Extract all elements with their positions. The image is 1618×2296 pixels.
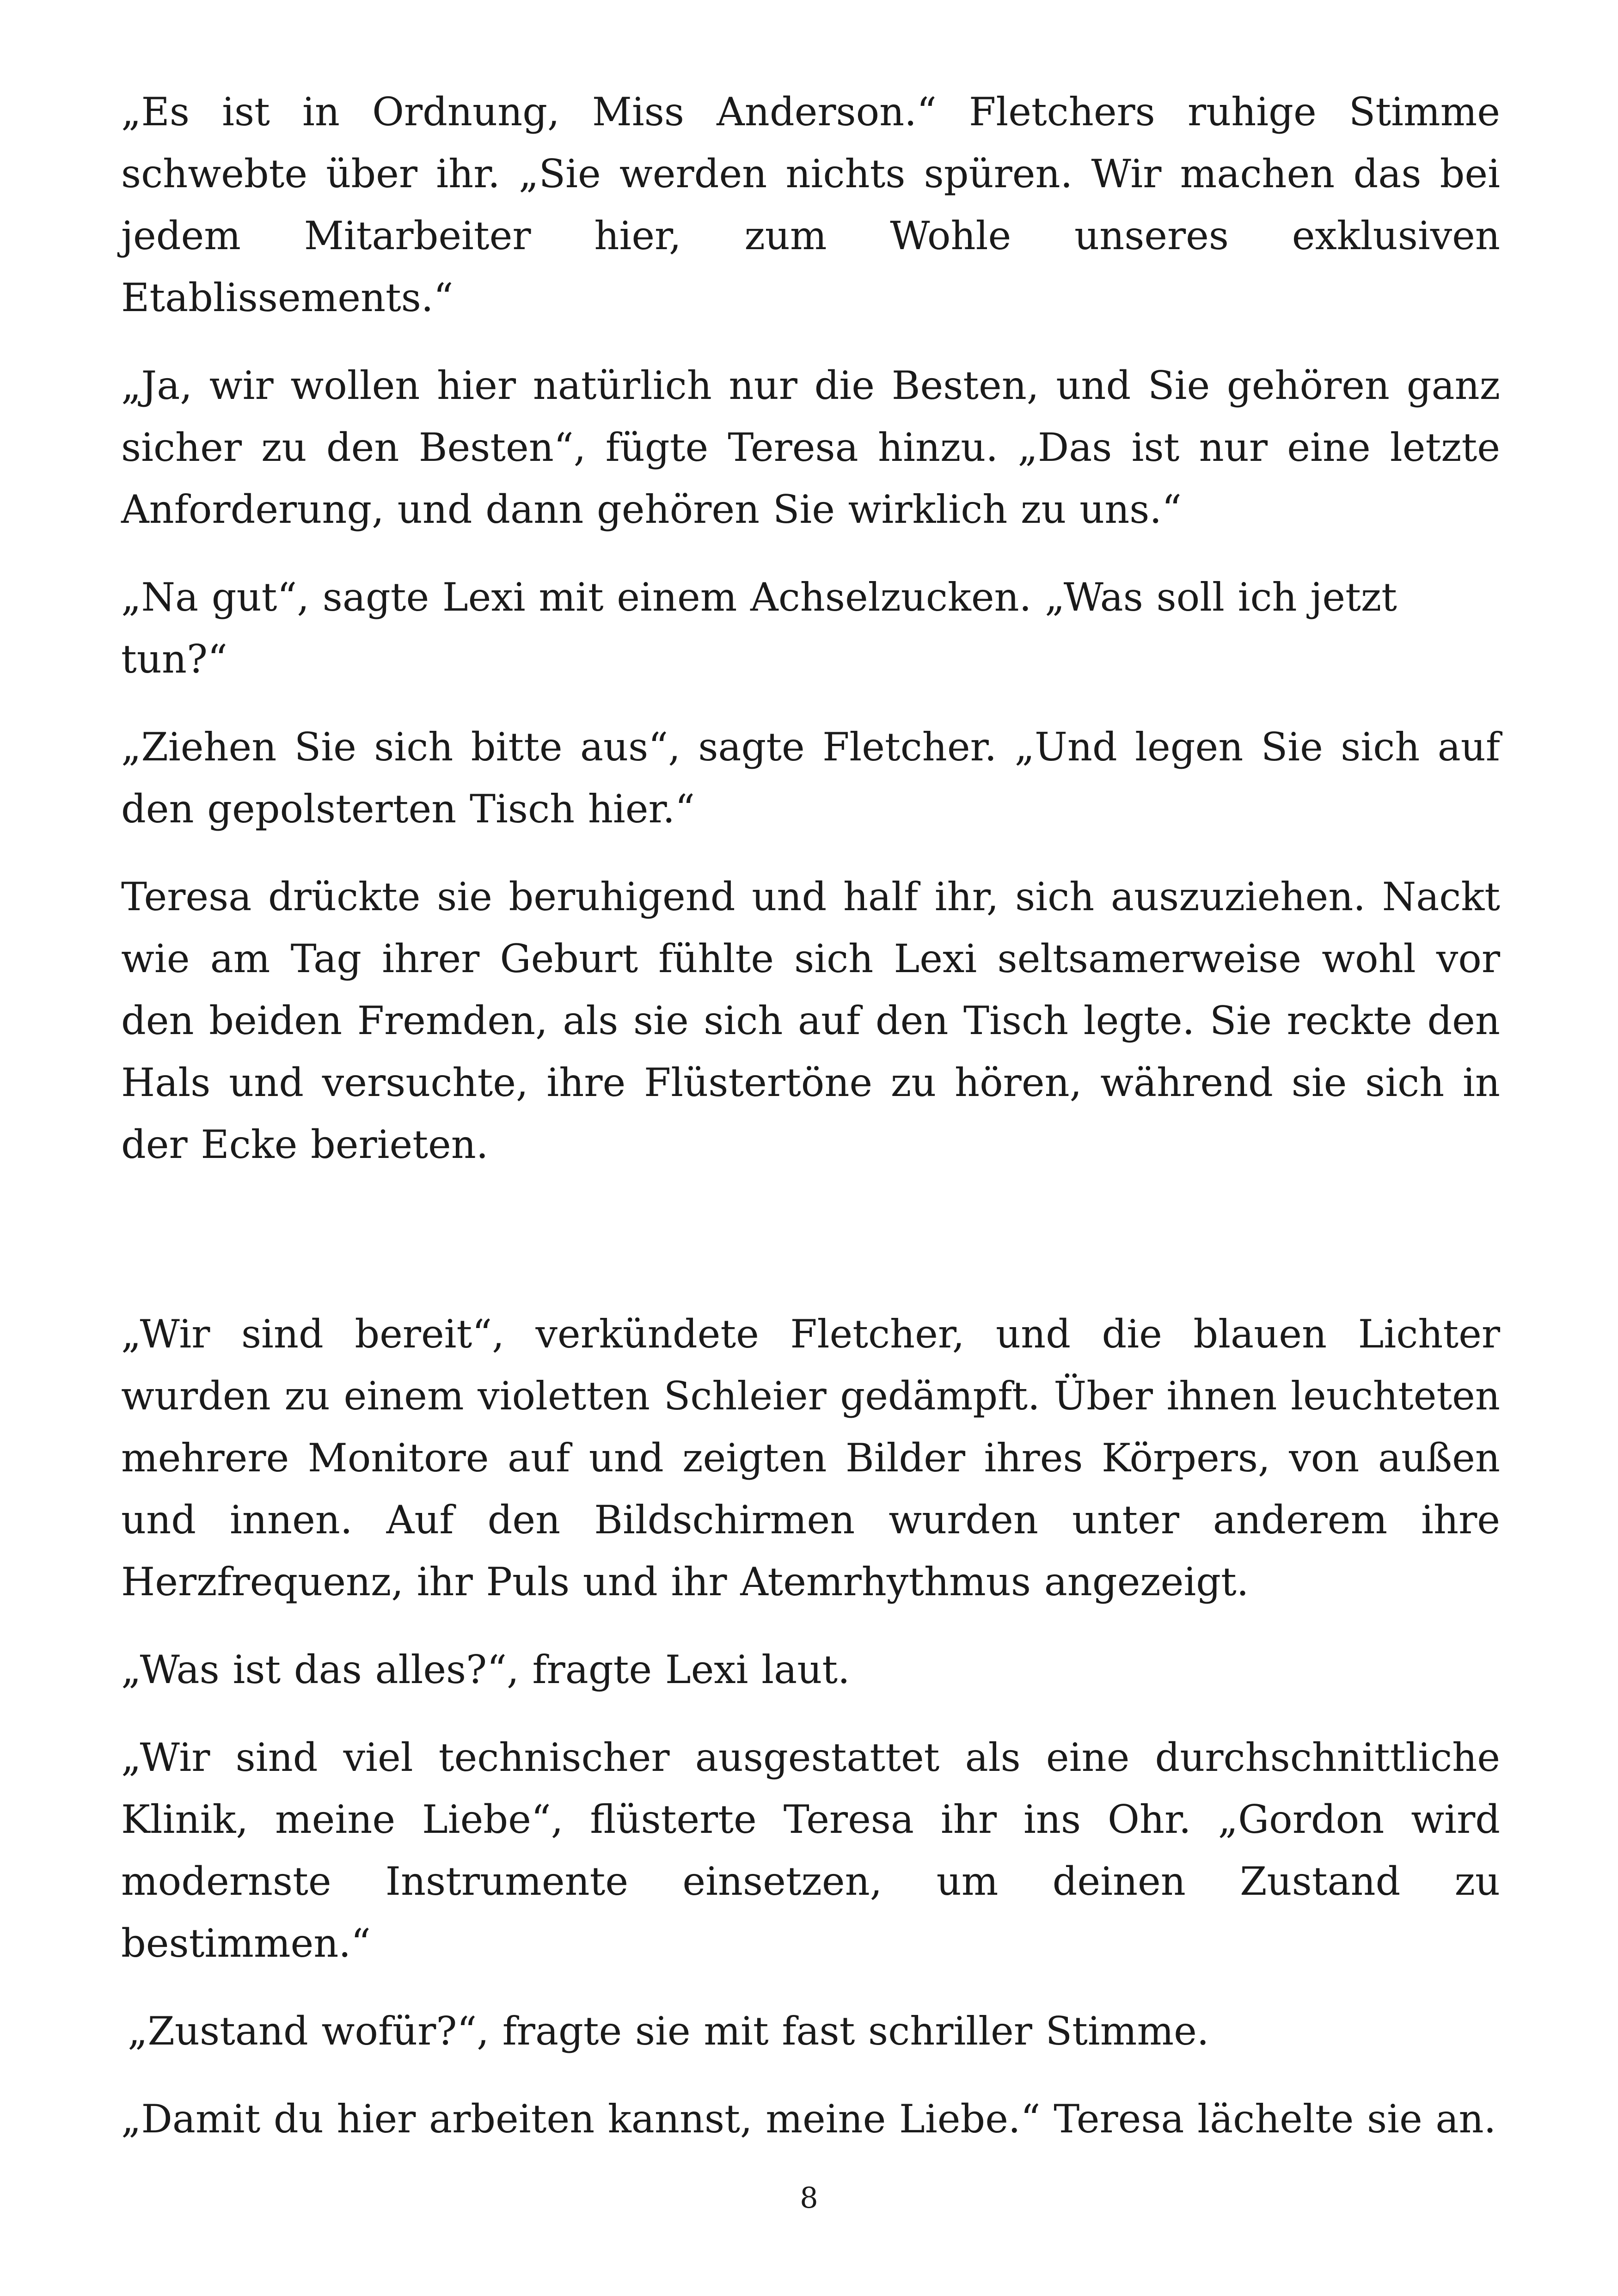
paragraph: „Wir sind viel technischer ausgestattet als eine durchschnittliche Klinik, meine Liebe“, flüsterte Teresa ihr ins Ohr. „Gordon wird modernste Instrumente einsetzen, um deinen Zustand zu bestimmen.“	[121, 1735, 1500, 1966]
paragraph: Teresa drückte sie beruhigend und half ihr, sich auszuziehen. Nackt wie am Tag ihrer Geburt fühlte sich Lexi seltsamerweise wohl vor den beiden Fremden, als sie sich auf den Tisch legte. Sie reckte den Hals und versuchte, ihre Flüstertöne zu hören, während sie sich in der Ecke berieten.	[121, 874, 1500, 1167]
paragraph: „Was ist das alles?“, fragte Lexi laut.	[121, 1647, 850, 1692]
paragraph: „Na gut“, sagte Lexi mit einem Achselzucken. „Was soll ich jetzt tun?“	[121, 575, 1397, 682]
paragraph: „Ja, wir wollen hier natürlich nur die Besten, und Sie gehören ganz sicher zu den Besten“, fügte Teresa hinzu. „Das ist nur eine letzte Anforderung, und dann gehören Sie wirklich zu uns.“	[121, 363, 1500, 532]
paragraph: „Damit du hier arbeiten kannst, meine Liebe.“ Teresa lächelte sie an.	[121, 2096, 1496, 2142]
section-break	[121, 1201, 1500, 1303]
page-body	[121, 81, 1500, 2176]
paragraph: „Ziehen Sie sich bitte aus“, sagte Fletcher. „Und legen Sie sich auf den gepolsterten Tisch hier.“	[121, 724, 1500, 832]
paragraph: „Wir sind bereit“, verkündete Fletcher, und die blauen Lichter wurden zu einem violetten Schleier gedämpft. Über ihnen leuchteten mehrere Monitore auf und zeigten Bilder ihres Körpers, von außen und innen. Auf den Bildschirmen wurden unter anderem ihre Herzfrequenz, ihr Puls und ihr Atemrhythmus angezeigt.	[121, 1311, 1500, 1604]
page-number: 8	[800, 2181, 818, 2215]
paragraph: „Es ist in Ordnung, Miss Anderson.“ Fletchers ruhige Stimme schwebte über ihr. „Sie werden nichts spüren. Wir machen das bei jedem Mitarbeiter hier, zum Wohle unseres exklusiven Etablissements.“	[121, 89, 1500, 320]
paragraph: „Zustand wofür?“, fragte sie mit fast schriller Stimme.	[128, 2008, 1209, 2054]
